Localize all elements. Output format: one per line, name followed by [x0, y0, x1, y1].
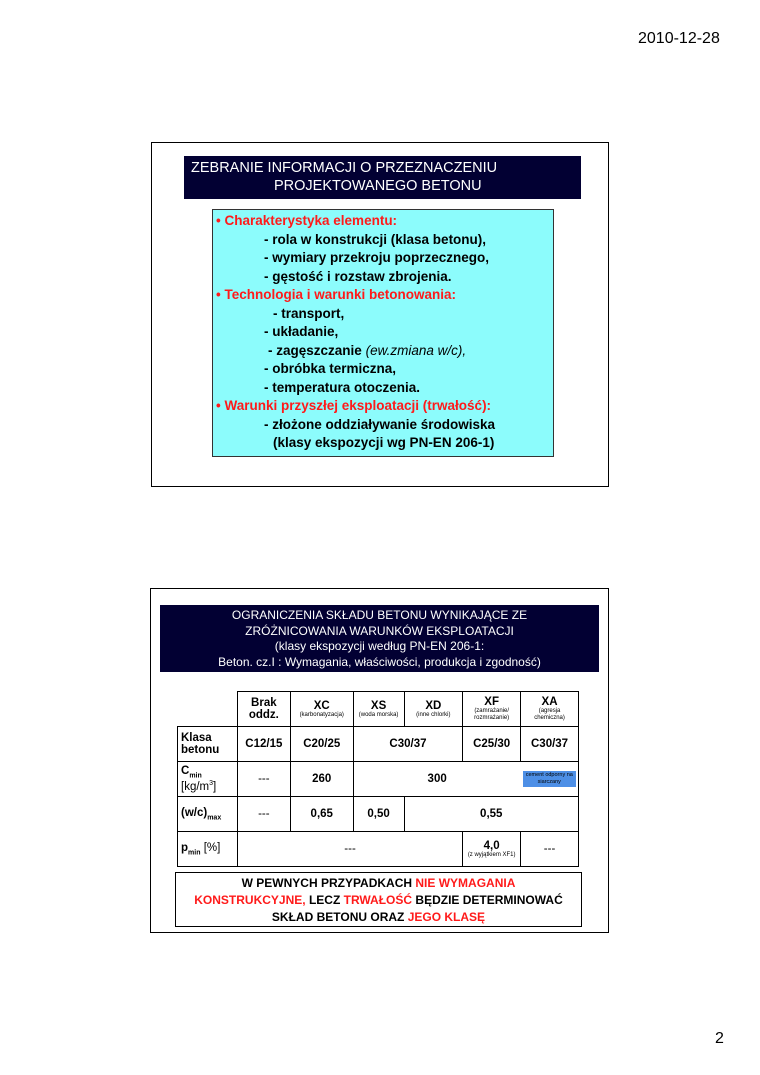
table-row — [178, 832, 579, 867]
slide-2-title-line: ZRÓŻNICOWANIA WARUNKÓW EKSPLOATACJI — [245, 623, 514, 638]
list-item: - rola w konstrukcji (klasa betonu), — [264, 231, 487, 247]
list-item-text: - zagęszczanie — [268, 342, 362, 358]
table-row — [178, 762, 579, 797]
table-cell: C20/25 — [290, 727, 353, 762]
slide-1 — [151, 142, 609, 487]
header-xa: XA (agresja chemiczna) — [521, 692, 579, 727]
durability-note: W PEWNYCH PRZYPADKACH NIE WYMAGANIA KONSTRUKCYJNE, LECZ TRWAŁOŚĆ BĘDZIE DETERMINOWAĆ SKŁAD BETONU ORAZ JEGO KLASĘ — [175, 872, 582, 927]
document-date: 2010-12-28 — [638, 30, 720, 47]
row-label-cmin: $C_{min}$ $[kg/m^3]$ — [178, 762, 238, 797]
list-item: - obróbka termiczna, — [264, 361, 397, 376]
row-label-pmin: $p_{min}$ [%] — [178, 832, 238, 867]
table-cell: C25/30 — [463, 727, 521, 762]
list-item: - układanie, — [264, 324, 339, 339]
table-cell: 260 — [290, 762, 353, 797]
table-row — [178, 797, 579, 832]
list-item: - zagęszczanie (ew.zmiana w/c), — [268, 342, 467, 358]
bullet-heading: • Warunki przyszłej eksploatacji (trwałość): — [216, 398, 492, 413]
page-number: 2 — [715, 1030, 724, 1047]
slide-2-title-line: (klasy ekspozycji według PN-EN 206-1: — [274, 639, 485, 653]
table-cell: --- — [237, 832, 462, 867]
header-xs: XS (woda morska) — [353, 692, 404, 727]
bullet-heading: • Charakterystyka elementu: — [216, 213, 398, 228]
slide-2 — [150, 588, 609, 933]
table-cell: 0,55 — [404, 797, 579, 832]
slide-1-title — [184, 156, 581, 199]
table-cell: 0,65 — [290, 797, 353, 832]
row-label-klasa: Klasa betonu — [178, 727, 238, 762]
header-brak: Brak oddz. — [237, 692, 290, 727]
table-cell: 0,50 — [353, 797, 404, 832]
list-item: - temperatura otoczenia. — [264, 379, 421, 395]
cement-note-badge: cement odporny na siarczany — [523, 771, 576, 787]
list-item: (klasy ekspozycji wg PN-EN 206-1) — [273, 435, 495, 450]
table-cell — [521, 762, 579, 797]
table-corner-cell — [178, 692, 238, 727]
table-cell: 4,0 (z wyjątkiem XF1) — [463, 832, 521, 867]
list-item: - gęstość i rozstaw zbrojenia. — [264, 268, 452, 284]
list-item: - transport, — [273, 305, 345, 321]
header-xd: XD (inne chlorki) — [404, 692, 463, 727]
slide-1-title-line1: ZEBRANIE INFORMACJI O PRZEZNACZENIU — [191, 160, 498, 176]
table-cell: --- — [521, 832, 579, 867]
slide-1-info-box — [212, 209, 554, 457]
list-item-italic-note: ew.zmiana w/c — [370, 342, 458, 358]
table-header-row — [178, 692, 579, 727]
slide-1-title-line2: PROJEKTOWANEGO BETONU — [274, 178, 482, 194]
table-cell: C30/37 — [521, 727, 579, 762]
table-cell: --- — [237, 797, 290, 832]
table-cell: 300 — [353, 762, 520, 797]
bullet-heading: • Technologia i warunki betonowania: — [216, 287, 456, 302]
list-item: - wymiary przekroju poprzecznego, — [264, 250, 490, 265]
table-cell: C30/37 — [353, 727, 463, 762]
header-xf: XF (zamrażanie/ rozmrażanie) — [463, 692, 521, 727]
slide-2-title-line: Beton. cz.I : Wymagania, właściwości, produkcja i zgodność) — [218, 654, 541, 669]
row-label-wc: $(w/c)_{max}$ — [178, 797, 238, 832]
exposure-class-table — [177, 691, 579, 867]
list-item: - złożone oddziaływanie środowiska — [264, 416, 496, 432]
header-xc: XC (karbonatyzacja) — [290, 692, 353, 727]
table-cell: --- — [237, 762, 290, 797]
table-cell: C12/15 — [237, 727, 290, 762]
slide-2-title — [160, 605, 599, 672]
table-row — [178, 727, 579, 762]
slide-2-title-line: OGRANICZENIA SKŁADU BETONU WYNIKAJĄCE ZE — [231, 608, 528, 622]
